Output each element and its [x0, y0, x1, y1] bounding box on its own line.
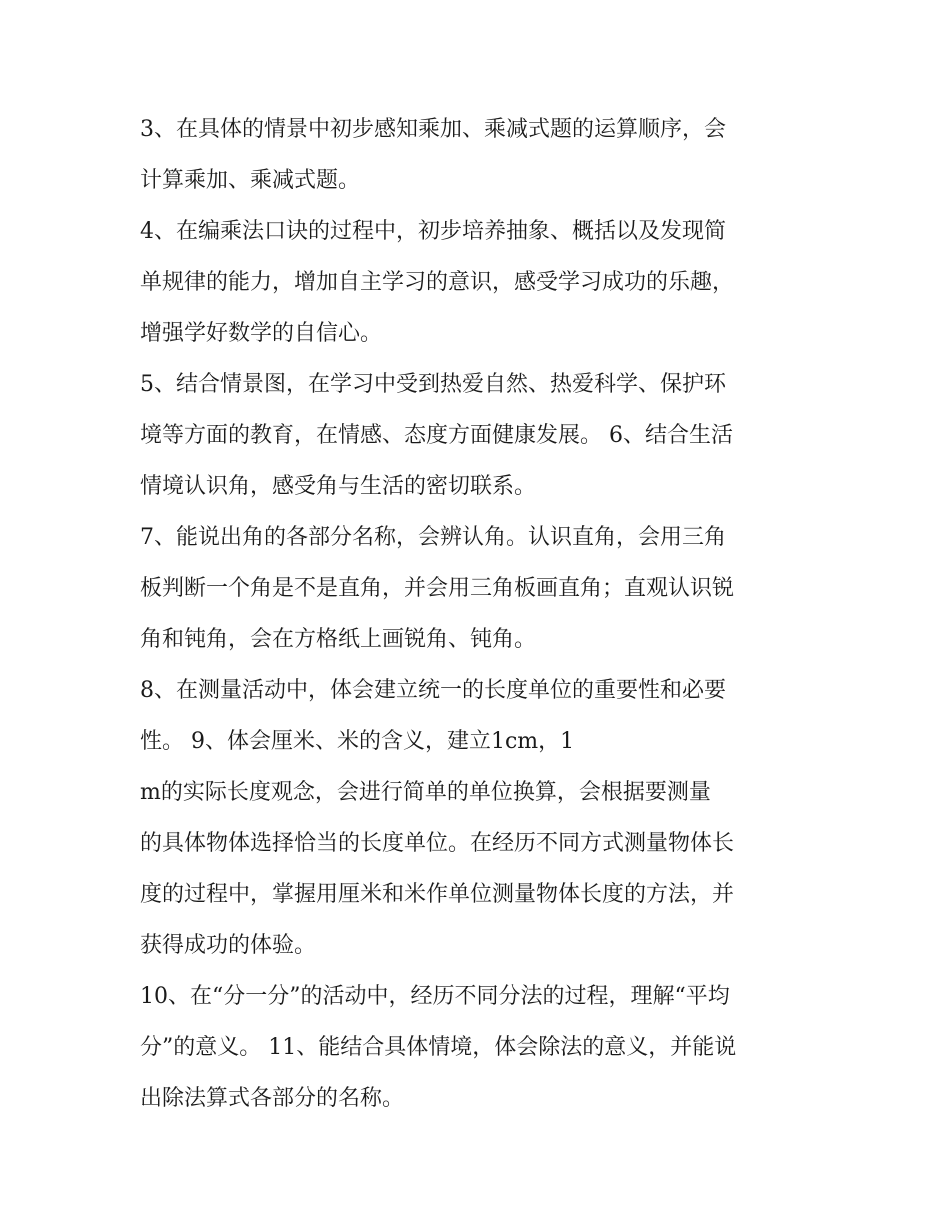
- text-line: 5、结合情景图，在学习中受到热爱自然、热爱科学、保护环: [140, 372, 726, 397]
- text-line: 境等方面的教育，在情感、态度方面健康发展。 6、结合生活: [140, 423, 733, 448]
- text-line: 角和钝角，会在方格纸上画锐角、钝角。: [140, 627, 537, 652]
- text-line: 8、在测量活动中，体会建立统一的长度单位的重要性和必要: [140, 678, 726, 703]
- text-line: 情境认识角，感受角与生活的密切联系。: [140, 474, 537, 499]
- text-line: 10、在“分一分”的活动中，经历不同分法的过程，理解“平均: [140, 984, 730, 1009]
- text-line: m的实际长度观念，会进行简单的单位换算，会根据要测量: [140, 780, 711, 805]
- document-body: [140, 108, 820, 1128]
- text-line: 性。 9、体会厘米、米的含义，建立1cm，1: [140, 729, 575, 754]
- text-line: 3、在具体的情景中初步感知乘加、乘减式题的运算顺序，会: [140, 117, 726, 142]
- text-line: 7、能说出角的各部分名称，会辨认角。认识直角，会用三角: [140, 525, 726, 550]
- text-line: 的具体物体选择恰当的长度单位。在经历不同方式测量物体长: [140, 831, 735, 856]
- text-line: 单规律的能力，增加自主学习的意识，感受学习成功的乐趣，: [140, 270, 735, 295]
- text-line: 计算乘加、乘减式题。: [140, 168, 361, 193]
- text-line: 分”的意义。 11、能结合具体情境，体会除法的意义，并能说: [140, 1035, 737, 1060]
- text-line: 板判断一个角是不是直角，并会用三角板画直角；直观认识锐: [140, 576, 735, 601]
- text-line: 增强学好数学的自信心。: [140, 321, 383, 346]
- text-line: 4、在编乘法口诀的过程中，初步培养抽象、概括以及发现简: [140, 219, 726, 244]
- text-line: 出除法算式各部分的名称。: [140, 1086, 405, 1111]
- text-line: 获得成功的体验。: [140, 933, 317, 958]
- text-line: 度的过程中，掌握用厘米和米作单位测量物体长度的方法，并: [140, 882, 735, 907]
